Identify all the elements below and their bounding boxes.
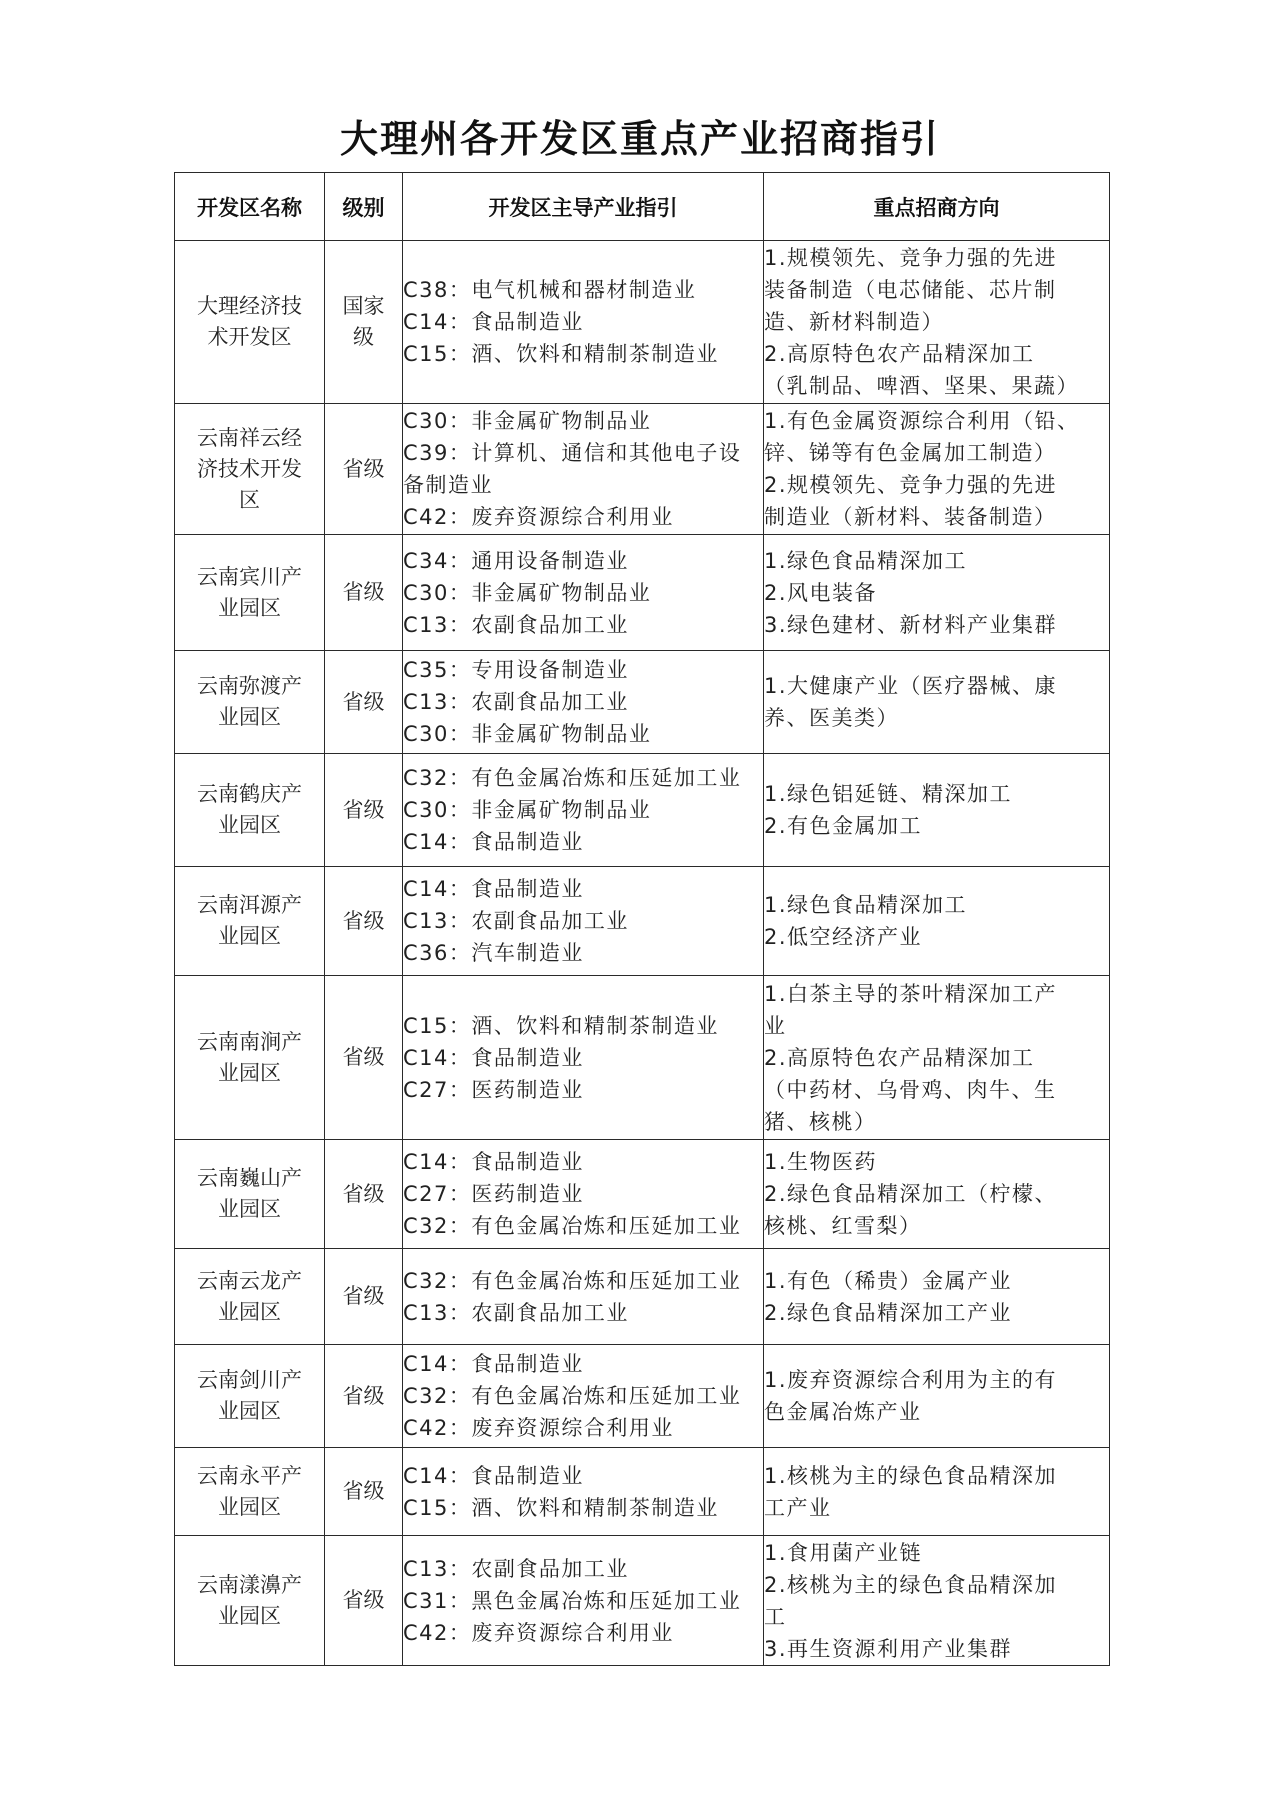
- zone-name-cell: [175, 1140, 325, 1249]
- zone-name-cell: [175, 535, 325, 651]
- zone-name-line: 业园区: [218, 595, 281, 620]
- level-cell: [325, 651, 403, 754]
- level-cell: [325, 1140, 403, 1249]
- zone-name-line: 云南漾濞产: [197, 1572, 302, 1597]
- industries-cell: [403, 867, 764, 976]
- industries-cell: [403, 754, 764, 867]
- level-line: 省级: [342, 1045, 385, 1069]
- level-line: 国家: [342, 294, 385, 318]
- directions-cell: [764, 867, 1110, 976]
- table-row: [175, 976, 1110, 1140]
- direction-line: 造、新材料制造）: [764, 310, 944, 334]
- industry-line: C39：计算机、通信和其他电子设: [403, 441, 742, 465]
- directions-cell: [764, 241, 1110, 404]
- industry-line: C13：农副食品加工业: [403, 690, 629, 714]
- direction-line: 1.绿色食品精深加工: [764, 893, 968, 917]
- industries-cell: [403, 1448, 764, 1536]
- industry-line: C32：有色金属冶炼和压延加工业: [403, 1214, 742, 1238]
- zone-name-cell: [175, 754, 325, 867]
- zone-name-cell: [175, 241, 325, 404]
- directions-cell: [764, 1448, 1110, 1536]
- zone-name-line: 区: [239, 487, 260, 512]
- direction-line: 2.低空经济产业: [764, 925, 923, 949]
- industry-line: C15：酒、饮料和精制茶制造业: [403, 342, 719, 366]
- zone-name-line: 云南鹤庆产: [197, 782, 302, 806]
- industry-line: C30：非金属矿物制品业: [403, 798, 652, 822]
- level-cell: [325, 976, 403, 1140]
- direction-line: 2.绿色食品精深加工（柠檬、: [764, 1182, 1058, 1206]
- direction-line: （中药材、乌骨鸡、肉牛、生: [764, 1077, 1057, 1102]
- table-row: [175, 1345, 1110, 1448]
- direction-line: 1.大健康产业（医疗器械、康: [764, 674, 1058, 698]
- industry-line: C42：废弃资源综合利用业: [403, 1620, 674, 1645]
- industry-line: C32：有色金属冶炼和压延加工业: [403, 1268, 742, 1293]
- industry-line: C32：有色金属冶炼和压延加工业: [403, 1384, 742, 1408]
- zone-name-line: 云南弥渡产: [197, 674, 302, 698]
- direction-line: 工: [764, 1604, 787, 1629]
- industry-line: C14：食品制造业: [403, 310, 584, 334]
- table-row: [175, 535, 1110, 651]
- level-line: 省级: [342, 908, 385, 933]
- zone-name-line: 业园区: [218, 1197, 281, 1221]
- zone-name-line: 济技术开发: [197, 456, 302, 481]
- level-line: 省级: [342, 1383, 385, 1408]
- direction-line: 工产业: [764, 1495, 832, 1520]
- direction-line: 2.核桃为主的绿色食品精深加: [764, 1572, 1058, 1597]
- direction-line: 养、医美类）: [764, 706, 899, 730]
- direction-line: 1.生物医药: [764, 1150, 878, 1174]
- zone-name-line: 云南宾川产: [197, 564, 302, 589]
- industries-cell: [403, 976, 764, 1140]
- industries-cell: [403, 241, 764, 404]
- table-row: [175, 1536, 1110, 1666]
- direction-line: 色金属冶炼产业: [764, 1400, 922, 1424]
- zone-name-line: 业园区: [218, 1603, 281, 1628]
- table-row: [175, 1448, 1110, 1536]
- header-zone-name: 开发区名称: [175, 173, 325, 241]
- zone-name-line: 业园区: [218, 705, 281, 729]
- zone-name-line: 云南南涧产: [197, 1029, 302, 1054]
- direction-line: 装备制造（电芯储能、芯片制: [764, 278, 1057, 302]
- industry-line: C31：黑色金属冶炼和压延加工业: [403, 1588, 742, 1613]
- level-line: 省级: [342, 1479, 385, 1503]
- direction-line: 1.规模领先、竞争力强的先进: [764, 246, 1058, 270]
- directions-cell: [764, 404, 1110, 535]
- zone-name-line: 云南祥云经: [197, 425, 302, 450]
- zone-name-cell: [175, 1249, 325, 1345]
- direction-line: 1.有色金属资源综合利用（铅、: [764, 409, 1080, 433]
- level-cell: [325, 1345, 403, 1448]
- industries-cell: [403, 651, 764, 754]
- level-line: 省级: [342, 456, 385, 481]
- zone-name-line: 云南剑川产: [197, 1368, 302, 1392]
- level-cell: [325, 1536, 403, 1666]
- directions-cell: [764, 754, 1110, 867]
- industry-line: C30：非金属矿物制品业: [403, 409, 652, 433]
- level-line: 省级: [342, 580, 385, 604]
- industry-line: C14：食品制造业: [403, 1352, 584, 1376]
- zone-name-cell: [175, 1536, 325, 1666]
- industry-line: C15：酒、饮料和精制茶制造业: [403, 1013, 719, 1038]
- zone-name-line: 云南云龙产: [197, 1268, 302, 1293]
- direction-line: 1.绿色食品精深加工: [764, 548, 968, 573]
- level-line: 级: [353, 325, 374, 349]
- table-row: [175, 651, 1110, 754]
- zone-name-line: 业园区: [218, 1494, 281, 1519]
- level-cell: [325, 754, 403, 867]
- industry-line: C35：专用设备制造业: [403, 658, 629, 682]
- direction-line: 制造业（新材料、装备制造）: [764, 505, 1057, 529]
- direction-line: 3.绿色建材、新材料产业集群: [764, 612, 1058, 637]
- level-cell: [325, 1448, 403, 1536]
- directions-cell: [764, 1140, 1110, 1249]
- header-investment-directions: 重点招商方向: [764, 173, 1110, 241]
- level-cell: [325, 1249, 403, 1345]
- industry-line: C42：废弃资源综合利用业: [403, 1416, 674, 1440]
- directions-cell: [764, 651, 1110, 754]
- level-cell: [325, 404, 403, 535]
- level-line: 省级: [342, 1284, 385, 1308]
- zone-name-line: 大理经济技: [197, 294, 302, 318]
- direction-line: 1.白茶主导的茶叶精深加工产: [764, 981, 1058, 1006]
- direction-line: 2.有色金属加工: [764, 814, 923, 838]
- direction-line: （乳制品、啤酒、坚果、果蔬）: [764, 374, 1079, 398]
- table-row: [175, 1140, 1110, 1249]
- industries-cell: [403, 404, 764, 535]
- industries-cell: [403, 1345, 764, 1448]
- level-cell: [325, 867, 403, 976]
- industries-cell: [403, 535, 764, 651]
- industry-line: C42：废弃资源综合利用业: [403, 505, 674, 529]
- zone-name-cell: [175, 1448, 325, 1536]
- direction-line: 猪、核桃）: [764, 1109, 877, 1134]
- zone-name-cell: [175, 404, 325, 535]
- table-row: [175, 1249, 1110, 1345]
- zone-name-cell: [175, 976, 325, 1140]
- industry-line: C14：食品制造业: [403, 1045, 584, 1070]
- zone-name-line: 业园区: [218, 924, 281, 948]
- header-level: 级别: [325, 173, 403, 241]
- direction-line: 2.绿色食品精深加工产业: [764, 1300, 1013, 1325]
- direction-line: 1.废弃资源综合利用为主的有: [764, 1368, 1058, 1392]
- industry-line: C13：农副食品加工业: [403, 1300, 629, 1325]
- industry-line: C27：医药制造业: [403, 1077, 584, 1102]
- direction-line: 1.绿色铝延链、精深加工: [764, 782, 1013, 806]
- industry-line: C13：农副食品加工业: [403, 612, 629, 637]
- table-row: [175, 867, 1110, 976]
- level-line: 省级: [342, 689, 385, 714]
- zone-name-line: 术开发区: [207, 325, 292, 349]
- directions-cell: [764, 1345, 1110, 1448]
- direction-line: 2.风电装备: [764, 580, 878, 605]
- directions-cell: [764, 1249, 1110, 1345]
- industry-line: C14：食品制造业: [403, 877, 584, 901]
- level-cell: [325, 535, 403, 651]
- zone-name-line: 云南洱源产: [197, 893, 302, 917]
- industry-line: C14：食品制造业: [403, 830, 584, 854]
- directions-cell: [764, 976, 1110, 1140]
- direction-line: 2.高原特色农产品精深加工: [764, 1045, 1035, 1070]
- document-title: 大理州各开发区重点产业招商指引: [339, 116, 940, 161]
- direction-line: 3.再生资源利用产业集群: [764, 1636, 1013, 1661]
- industry-line: C38：电气机械和器材制造业: [403, 278, 697, 302]
- table-row: [175, 404, 1110, 535]
- zone-name-line: 云南巍山产: [197, 1166, 302, 1190]
- industry-line: C32：有色金属冶炼和压延加工业: [403, 766, 742, 790]
- industry-line: C14：食品制造业: [403, 1150, 584, 1174]
- industries-cell: [403, 1249, 764, 1345]
- level-line: 省级: [342, 1588, 385, 1612]
- industries-cell: [403, 1140, 764, 1249]
- direction-line: 1.核桃为主的绿色食品精深加: [764, 1463, 1058, 1488]
- zone-name-line: 业园区: [218, 1060, 281, 1085]
- zone-name-cell: [175, 867, 325, 976]
- industry-line: 备制造业: [403, 473, 493, 497]
- industry-line: C27：医药制造业: [403, 1182, 584, 1206]
- industry-line: C13：农副食品加工业: [403, 1556, 629, 1581]
- industry-line: C34：通用设备制造业: [403, 548, 629, 573]
- table-body: [175, 241, 1110, 1666]
- level-line: 省级: [342, 1181, 385, 1206]
- industry-line: C36：汽车制造业: [403, 941, 584, 965]
- table-header-row: [175, 173, 1110, 241]
- table-row: [175, 754, 1110, 867]
- direction-line: 2.高原特色农产品精深加工: [764, 342, 1035, 366]
- industry-line: C13：农副食品加工业: [403, 909, 629, 933]
- zone-name-line: 业园区: [218, 1399, 281, 1423]
- direction-line: 业: [764, 1013, 787, 1038]
- industry-line: C14：食品制造业: [403, 1463, 584, 1488]
- direction-line: 锌、锑等有色金属加工制造）: [764, 441, 1057, 465]
- direction-line: 核桃、红雪梨）: [764, 1214, 922, 1238]
- level-cell: [325, 241, 403, 404]
- header-leading-industries: 开发区主导产业指引: [403, 173, 764, 241]
- zone-name-cell: [175, 651, 325, 754]
- direction-line: 1.食用菌产业链: [764, 1540, 923, 1565]
- directions-cell: [764, 1536, 1110, 1666]
- industries-cell: [403, 1536, 764, 1666]
- level-line: 省级: [342, 797, 385, 822]
- zone-name-line: 云南永平产: [197, 1463, 302, 1488]
- industry-line: C30：非金属矿物制品业: [403, 580, 652, 605]
- industry-line: C30：非金属矿物制品业: [403, 722, 652, 746]
- zone-name-cell: [175, 1345, 325, 1448]
- industry-guide-table: [174, 172, 1110, 1666]
- direction-line: 1.有色（稀贵）金属产业: [764, 1268, 1013, 1293]
- table-row: [175, 241, 1110, 404]
- zone-name-line: 业园区: [218, 813, 281, 837]
- direction-line: 2.规模领先、竞争力强的先进: [764, 473, 1058, 497]
- directions-cell: [764, 535, 1110, 651]
- zone-name-line: 业园区: [218, 1299, 281, 1324]
- industry-line: C15：酒、饮料和精制茶制造业: [403, 1495, 719, 1520]
